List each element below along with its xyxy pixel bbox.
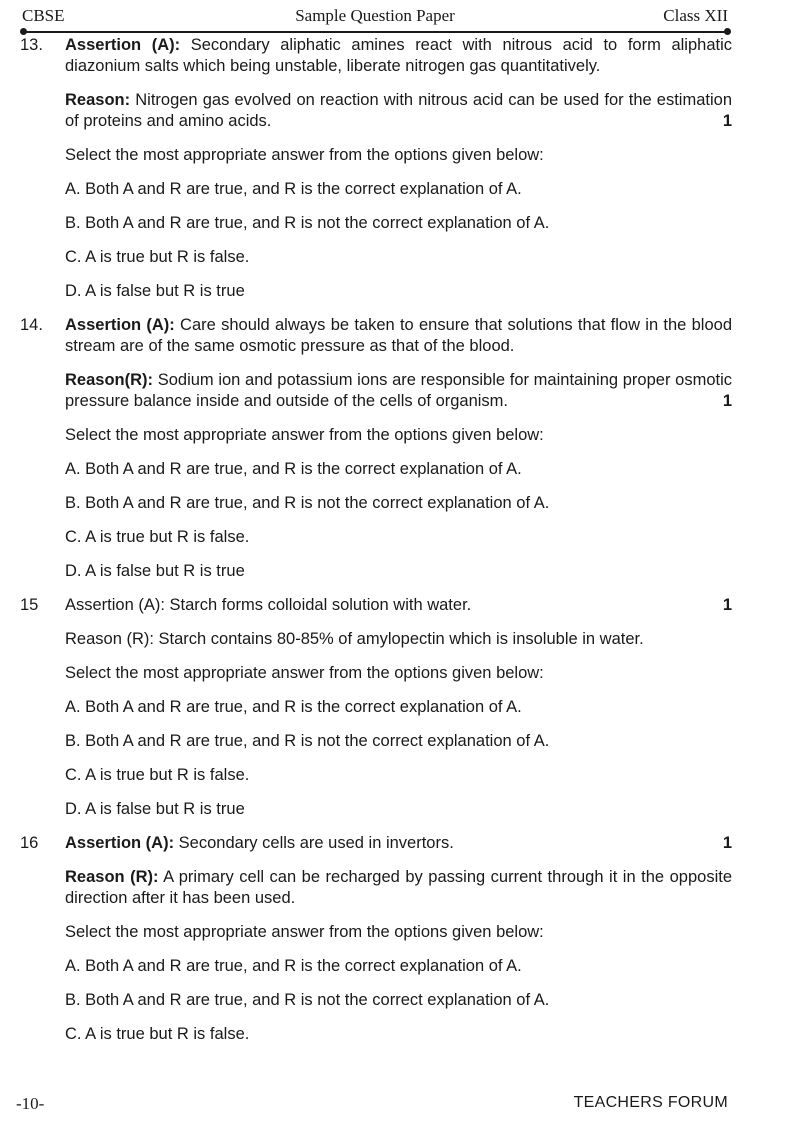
assertion-label: Assertion (A): [65, 834, 175, 852]
marks: 1 [722, 392, 732, 410]
reason-label: Reason: [65, 91, 131, 109]
question-number: 15 [20, 596, 39, 614]
option-b: B. Both A and R are true, and R is not the correct explanation of A. [65, 494, 550, 512]
marks: 1 [722, 596, 732, 614]
option-a: A. Both A and R are true, and R is the correct explanation of A. [65, 957, 522, 975]
reason [65, 370, 732, 412]
assertion-label: Assertion (A): [65, 36, 181, 54]
reason: Reason (R): Starch contains 80-85% of amylopectin which is insoluble in water. [65, 630, 644, 648]
option-c: C. A is true but R is false. [65, 1025, 250, 1043]
instruction: Select the most appropriate answer from the options given below: [65, 664, 544, 682]
reason-text: Sodium ion and potassium ions are responsible for maintaining proper osmotic pressure balance inside and outside of the cells of organism. [65, 371, 732, 410]
marks: 1 [722, 112, 732, 130]
header-rule [22, 31, 728, 33]
question-15 [20, 595, 732, 820]
option-d: D. A is false but R is true [65, 800, 245, 818]
assertion-text: Secondary aliphatic amines react with nitrous acid to form aliphatic diazonium salts which being unstable, liberate nitrogen gas quantitatively. [65, 36, 732, 75]
header-rule-right-dot [724, 28, 731, 35]
header-class: Class XII [663, 6, 728, 25]
marks: 1 [722, 834, 732, 852]
header-board: CBSE [22, 6, 65, 25]
header-rule-left-dot [20, 28, 27, 35]
assertion-label: Assertion (A): [65, 316, 175, 334]
option-b: B. Both A and R are true, and R is not the correct explanation of A. [65, 732, 550, 750]
reason-text: Nitrogen gas evolved on reaction with nitrous acid can be used for the estimation of proteins and amino acids. [65, 91, 732, 130]
option-a: A. Both A and R are true, and R is the correct explanation of A. [65, 180, 522, 198]
reason-text: A primary cell can be recharged by passing current through it in the opposite direction after it has been used. [65, 868, 733, 907]
instruction: Select the most appropriate answer from the options given below: [65, 146, 544, 164]
assertion [65, 595, 732, 616]
option-a: A. Both A and R are true, and R is the correct explanation of A. [65, 698, 522, 716]
reason-label: Reason (R): [65, 868, 159, 886]
page-footer [16, 1094, 728, 1116]
assertion [65, 35, 732, 77]
reason [65, 867, 732, 909]
question-number: 13. [20, 36, 43, 54]
option-b: B. Both A and R are true, and R is not the correct explanation of A. [65, 991, 550, 1009]
instruction: Select the most appropriate answer from the options given below: [65, 923, 544, 941]
assertion [65, 833, 732, 854]
option-c: C. A is true but R is false. [65, 528, 250, 546]
question-14 [20, 315, 732, 582]
assertion-text: Care should always be taken to ensure that solutions that flow in the blood stream are of the same osmotic pressure as that of the blood. [65, 316, 732, 355]
page-number: -10- [16, 1094, 45, 1113]
option-b: B. Both A and R are true, and R is not the correct explanation of A. [65, 214, 550, 232]
reason-label: Reason(R): [65, 371, 154, 389]
option-d: D. A is false but R is true [65, 562, 245, 580]
assertion-text: Secondary cells are used in invertors. [174, 834, 454, 852]
header-title: Sample Question Paper [295, 6, 455, 25]
assertion [65, 315, 732, 357]
instruction: Select the most appropriate answer from the options given below: [65, 426, 544, 444]
page-header [22, 6, 728, 28]
option-c: C. A is true but R is false. [65, 248, 250, 266]
question-13 [20, 35, 732, 302]
assertion-text: Assertion (A): Starch forms colloidal solution with water. [65, 596, 472, 614]
question-number: 16 [20, 834, 39, 852]
option-a: A. Both A and R are true, and R is the correct explanation of A. [65, 460, 522, 478]
option-c: C. A is true but R is false. [65, 766, 250, 784]
option-d: D. A is false but R is true [65, 282, 245, 300]
question-number: 14. [20, 316, 43, 334]
footer-label: TEACHERS FORUM [573, 1094, 728, 1111]
question-list [20, 35, 732, 1058]
question-16 [20, 833, 732, 1045]
reason [65, 90, 732, 132]
